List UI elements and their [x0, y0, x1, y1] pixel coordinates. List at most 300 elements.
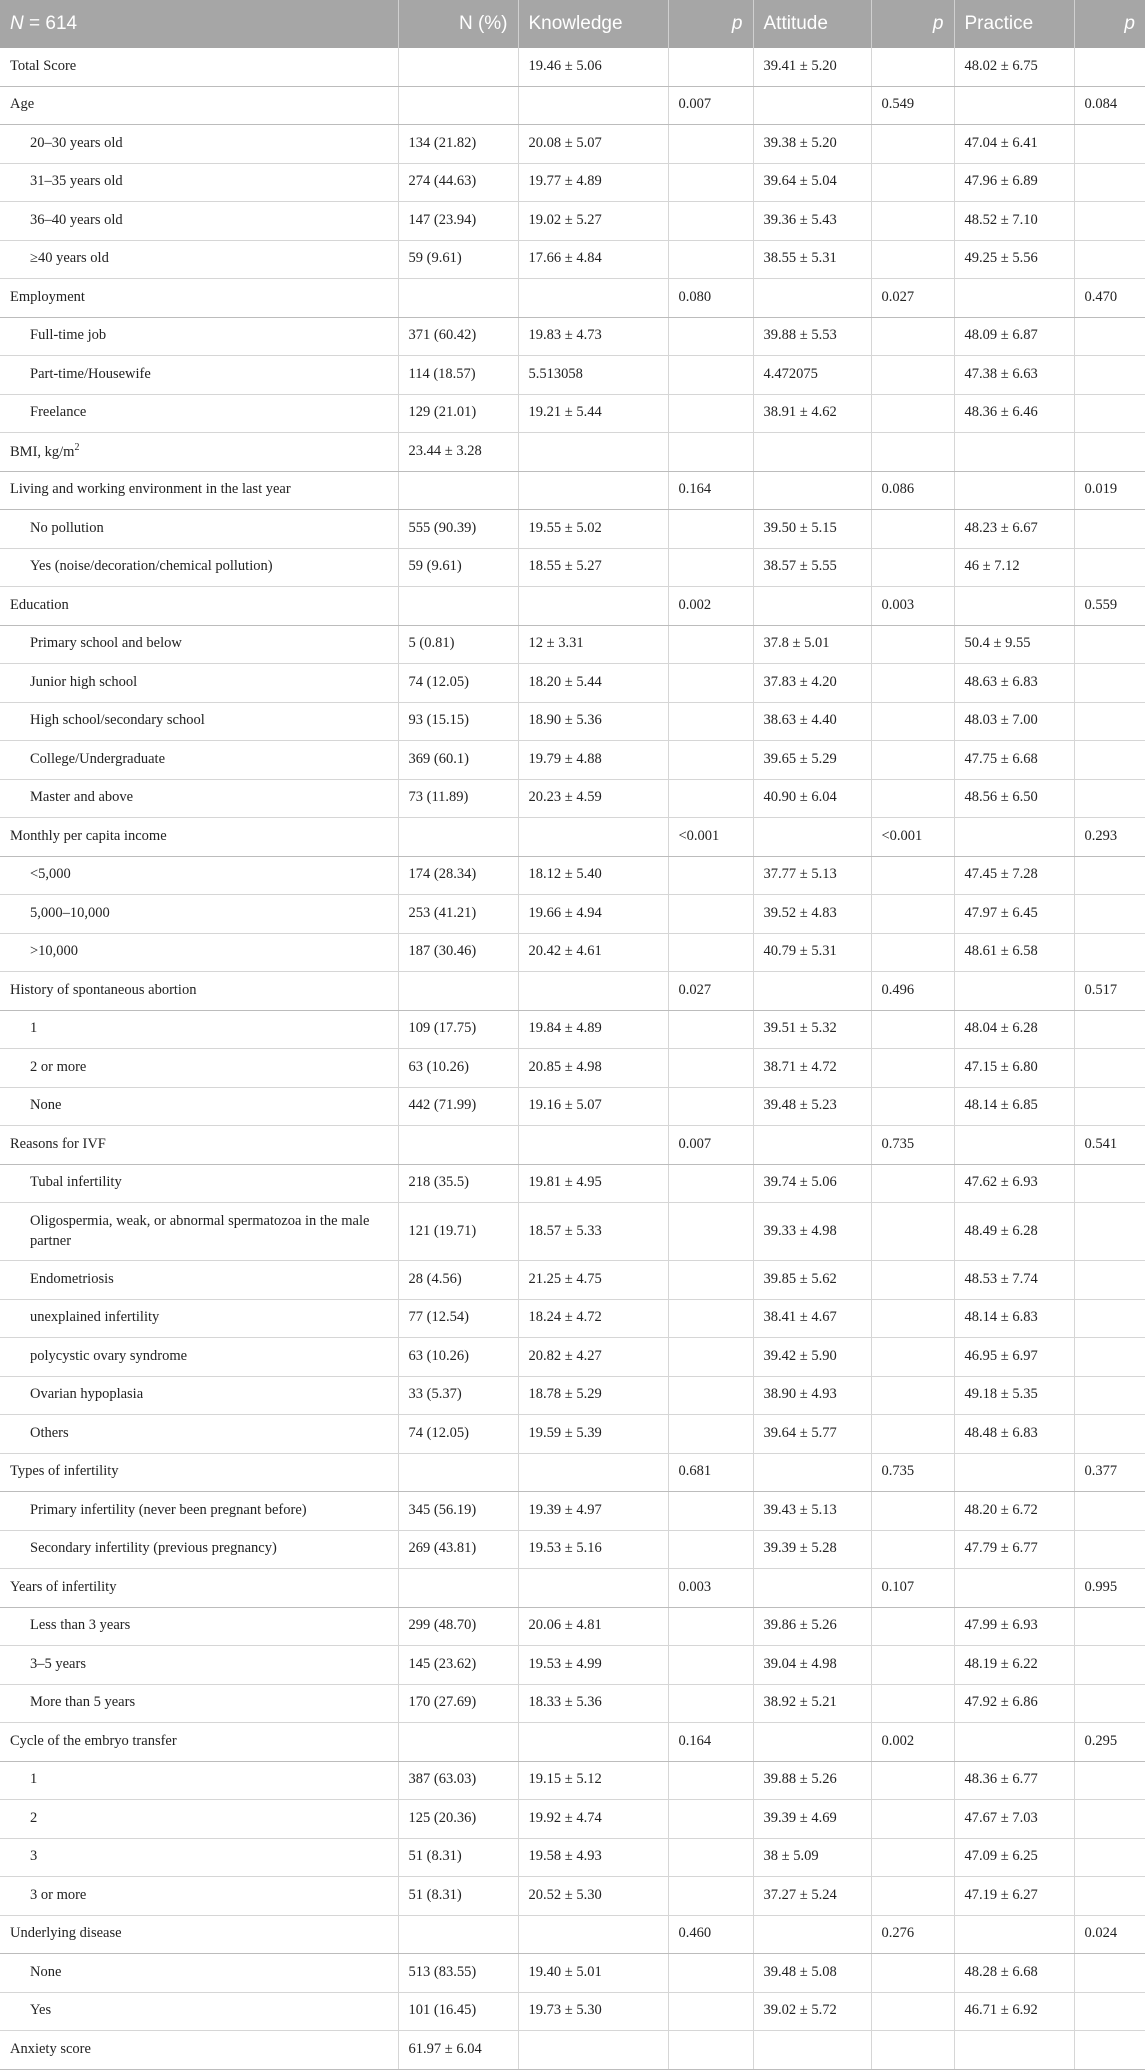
- cell-knowledge: 19.53 ± 4.99: [518, 1646, 668, 1685]
- cell-attitude-p: [871, 48, 954, 86]
- table-row: [0, 895, 1145, 934]
- cell-knowledge-p: [668, 1800, 753, 1839]
- cell-attitude-p: [871, 1684, 954, 1723]
- table-row: [0, 1530, 1145, 1569]
- cell-n-percent: 253 (41.21): [398, 895, 518, 934]
- cell-n-percent: 74 (12.05): [398, 664, 518, 703]
- cell-practice-p: [1074, 1607, 1145, 1646]
- cell-attitude-p: [871, 1530, 954, 1569]
- cell-attitude: 39.42 ± 5.90: [753, 1338, 871, 1377]
- cell-knowledge-p: [668, 510, 753, 549]
- row-label: 2: [0, 1800, 398, 1839]
- table-row: [0, 1010, 1145, 1049]
- cell-knowledge-p: [668, 163, 753, 202]
- header-row: [0, 0, 1145, 48]
- cell-practice-p: [1074, 433, 1145, 472]
- cell-practice-p: 0.084: [1074, 86, 1145, 125]
- cell-practice-p: [1074, 1492, 1145, 1531]
- cell-practice: [954, 2031, 1074, 2070]
- cell-practice-p: 0.995: [1074, 1569, 1145, 1608]
- cell-practice-p: 0.470: [1074, 279, 1145, 318]
- table-row: [0, 1492, 1145, 1531]
- header-attitude: Attitude: [753, 0, 871, 48]
- cell-practice: [954, 471, 1074, 510]
- cell-knowledge: 20.23 ± 4.59: [518, 779, 668, 818]
- row-label: Total Score: [0, 48, 398, 86]
- cell-practice: 48.52 ± 7.10: [954, 202, 1074, 241]
- cell-knowledge-p: [668, 1338, 753, 1377]
- cell-attitude: 39.52 ± 4.83: [753, 895, 871, 934]
- cell-knowledge-p: [668, 1954, 753, 1993]
- cell-attitude: 39.48 ± 5.08: [753, 1954, 871, 1993]
- row-label: 20–30 years old: [0, 125, 398, 164]
- cell-attitude: 37.83 ± 4.20: [753, 664, 871, 703]
- cell-knowledge-p: [668, 1761, 753, 1800]
- cell-n-percent: 555 (90.39): [398, 510, 518, 549]
- cell-knowledge-p: [668, 2031, 753, 2070]
- row-label: ≥40 years old: [0, 240, 398, 279]
- cell-n-percent: 218 (35.5): [398, 1164, 518, 1203]
- row-label: Age: [0, 86, 398, 125]
- row-label: Full-time job: [0, 317, 398, 356]
- cell-knowledge-p: 0.007: [668, 86, 753, 125]
- cell-attitude: 40.90 ± 6.04: [753, 779, 871, 818]
- cell-attitude-p: [871, 895, 954, 934]
- cell-practice-p: 0.019: [1074, 471, 1145, 510]
- cell-knowledge: 20.52 ± 5.30: [518, 1877, 668, 1916]
- cell-knowledge: 19.16 ± 5.07: [518, 1087, 668, 1126]
- cell-attitude-p: 0.496: [871, 972, 954, 1011]
- cell-attitude-p: 0.107: [871, 1569, 954, 1608]
- row-label: Yes (noise/decoration/chemical pollution): [0, 548, 398, 587]
- cell-practice: 48.23 ± 6.67: [954, 510, 1074, 549]
- cell-attitude: 4.472075: [753, 356, 871, 395]
- cell-knowledge-p: [668, 1415, 753, 1454]
- cell-attitude-p: [871, 510, 954, 549]
- table-row: [0, 356, 1145, 395]
- cell-knowledge-p: [668, 240, 753, 279]
- cell-attitude-p: [871, 1087, 954, 1126]
- cell-practice-p: 0.517: [1074, 972, 1145, 1011]
- table-row: [0, 1877, 1145, 1916]
- table-body: [0, 48, 1145, 2069]
- cell-knowledge: 20.82 ± 4.27: [518, 1338, 668, 1377]
- cell-practice-p: [1074, 1376, 1145, 1415]
- cell-n-percent: 513 (83.55): [398, 1954, 518, 1993]
- cell-knowledge: [518, 2031, 668, 2070]
- cell-n-percent: 77 (12.54): [398, 1299, 518, 1338]
- table-row: [0, 1838, 1145, 1877]
- cell-attitude-p: [871, 1992, 954, 2031]
- cell-attitude: 39.39 ± 5.28: [753, 1530, 871, 1569]
- cell-knowledge: 19.46 ± 5.06: [518, 48, 668, 86]
- cell-attitude-p: [871, 433, 954, 472]
- cell-n-percent: 28 (4.56): [398, 1261, 518, 1300]
- cell-knowledge: [518, 279, 668, 318]
- table-row: [0, 1338, 1145, 1377]
- row-label: 5,000–10,000: [0, 895, 398, 934]
- header-attitude-p: p: [871, 0, 954, 48]
- row-label-text: BMI, kg/m: [10, 443, 75, 460]
- cell-n-percent: 129 (21.01): [398, 394, 518, 433]
- cell-knowledge-p: [668, 548, 753, 587]
- cell-practice: [954, 1915, 1074, 1954]
- table-row: [0, 1203, 1145, 1261]
- cell-knowledge: 12 ± 3.31: [518, 625, 668, 664]
- row-label: 3: [0, 1838, 398, 1877]
- table-row: [0, 664, 1145, 703]
- cell-n-percent: 147 (23.94): [398, 202, 518, 241]
- cell-attitude-p: [871, 317, 954, 356]
- cell-attitude: 39.64 ± 5.77: [753, 1415, 871, 1454]
- cell-n-percent: 63 (10.26): [398, 1338, 518, 1377]
- cell-n-percent: 134 (21.82): [398, 125, 518, 164]
- cell-practice-p: [1074, 356, 1145, 395]
- cell-knowledge: [518, 471, 668, 510]
- header-practice-p: p: [1074, 0, 1145, 48]
- cell-attitude-p: 0.002: [871, 1723, 954, 1762]
- cell-practice-p: [1074, 1684, 1145, 1723]
- cell-knowledge-p: [668, 1087, 753, 1126]
- cell-practice: 48.19 ± 6.22: [954, 1646, 1074, 1685]
- cell-attitude-p: [871, 2031, 954, 2070]
- cell-practice-p: [1074, 510, 1145, 549]
- row-label: 36–40 years old: [0, 202, 398, 241]
- cell-knowledge: 19.84 ± 4.89: [518, 1010, 668, 1049]
- row-label: 1: [0, 1010, 398, 1049]
- cell-n-percent: 73 (11.89): [398, 779, 518, 818]
- row-label: None: [0, 1087, 398, 1126]
- cell-practice: 47.67 ± 7.03: [954, 1800, 1074, 1839]
- table-row: [0, 933, 1145, 972]
- table-row: [0, 548, 1145, 587]
- row-label: Secondary infertility (previous pregnancy): [0, 1530, 398, 1569]
- table-row: [0, 317, 1145, 356]
- cell-knowledge-p: [668, 779, 753, 818]
- table-row: [0, 1954, 1145, 1993]
- cell-attitude-p: [871, 856, 954, 895]
- cell-attitude: [753, 1126, 871, 1165]
- row-label: Part-time/Housewife: [0, 356, 398, 395]
- cell-knowledge: [518, 1453, 668, 1492]
- cell-practice: 46 ± 7.12: [954, 548, 1074, 587]
- row-label: Cycle of the embryo transfer: [0, 1723, 398, 1762]
- cell-knowledge-p: [668, 356, 753, 395]
- cell-knowledge-p: [668, 1877, 753, 1916]
- table-row: [0, 1646, 1145, 1685]
- cell-knowledge: [518, 1915, 668, 1954]
- table-row: [0, 1915, 1145, 1954]
- table-header: [0, 0, 1145, 48]
- cell-knowledge-p: [668, 1049, 753, 1088]
- cell-practice-p: [1074, 163, 1145, 202]
- row-label: Primary infertility (never been pregnant before): [0, 1492, 398, 1531]
- cell-attitude-p: 0.003: [871, 587, 954, 626]
- row-label: Types of infertility: [0, 1453, 398, 1492]
- cell-knowledge: [518, 1723, 668, 1762]
- cell-n-percent: [398, 1126, 518, 1165]
- cell-knowledge-p: [668, 394, 753, 433]
- cell-knowledge-p: [668, 1838, 753, 1877]
- cell-knowledge-p: [668, 933, 753, 972]
- row-label: Tubal infertility: [0, 1164, 398, 1203]
- table-row: [0, 202, 1145, 241]
- cell-knowledge: [518, 972, 668, 1011]
- cell-practice: 47.04 ± 6.41: [954, 125, 1074, 164]
- cell-practice-p: [1074, 702, 1145, 741]
- cell-knowledge-p: [668, 48, 753, 86]
- cell-knowledge: [518, 86, 668, 125]
- cell-attitude-p: [871, 664, 954, 703]
- cell-attitude: 38.92 ± 5.21: [753, 1684, 871, 1723]
- cell-attitude-p: [871, 1761, 954, 1800]
- cell-attitude-p: [871, 240, 954, 279]
- cell-practice: 48.09 ± 6.87: [954, 317, 1074, 356]
- cell-attitude-p: 0.276: [871, 1915, 954, 1954]
- cell-knowledge-p: [668, 702, 753, 741]
- row-label: College/Undergraduate: [0, 741, 398, 780]
- cell-attitude-p: [871, 356, 954, 395]
- cell-knowledge-p: [668, 1376, 753, 1415]
- table-row: [0, 433, 1145, 472]
- row-label: Monthly per capita income: [0, 818, 398, 857]
- cell-knowledge: 19.55 ± 5.02: [518, 510, 668, 549]
- table-row: [0, 1087, 1145, 1126]
- row-label: 3 or more: [0, 1877, 398, 1916]
- cell-practice: 48.36 ± 6.46: [954, 394, 1074, 433]
- row-label: Yes: [0, 1992, 398, 2031]
- cell-practice-p: [1074, 48, 1145, 86]
- cell-attitude: 38 ± 5.09: [753, 1838, 871, 1877]
- table-row: [0, 279, 1145, 318]
- cell-attitude-p: [871, 1261, 954, 1300]
- cell-practice-p: 0.559: [1074, 587, 1145, 626]
- cell-knowledge: 19.15 ± 5.12: [518, 1761, 668, 1800]
- cell-practice: 47.38 ± 6.63: [954, 356, 1074, 395]
- table-row: [0, 1261, 1145, 1300]
- cell-knowledge: 19.66 ± 4.94: [518, 895, 668, 934]
- table-row: [0, 972, 1145, 1011]
- cell-attitude: 39.65 ± 5.29: [753, 741, 871, 780]
- cell-attitude: 39.51 ± 5.32: [753, 1010, 871, 1049]
- row-label: polycystic ovary syndrome: [0, 1338, 398, 1377]
- cell-n-percent: [398, 48, 518, 86]
- row-label: Junior high school: [0, 664, 398, 703]
- cell-practice: 48.02 ± 6.75: [954, 48, 1074, 86]
- row-label: History of spontaneous abortion: [0, 972, 398, 1011]
- cell-practice-p: [1074, 1800, 1145, 1839]
- row-label: Freelance: [0, 394, 398, 433]
- superscript: 2: [74, 442, 80, 454]
- cell-attitude: [753, 2031, 871, 2070]
- cell-practice-p: [1074, 125, 1145, 164]
- cell-practice: 48.04 ± 6.28: [954, 1010, 1074, 1049]
- cell-practice-p: 0.295: [1074, 1723, 1145, 1762]
- row-label: [0, 433, 398, 472]
- cell-knowledge: [518, 1126, 668, 1165]
- cell-practice: 47.62 ± 6.93: [954, 1164, 1074, 1203]
- header-practice: Practice: [954, 0, 1074, 48]
- cell-attitude: 39.43 ± 5.13: [753, 1492, 871, 1531]
- table-row: [0, 625, 1145, 664]
- header-knowledge: Knowledge: [518, 0, 668, 48]
- table-row: [0, 1299, 1145, 1338]
- cell-knowledge: [518, 818, 668, 857]
- cell-practice-p: [1074, 1299, 1145, 1338]
- cell-n-percent: [398, 1723, 518, 1762]
- cell-n-percent: [398, 972, 518, 1011]
- cell-knowledge: 18.24 ± 4.72: [518, 1299, 668, 1338]
- table-row: [0, 1415, 1145, 1454]
- cell-knowledge: [518, 433, 668, 472]
- cell-attitude-p: [871, 1646, 954, 1685]
- cell-knowledge: 19.02 ± 5.27: [518, 202, 668, 241]
- cell-knowledge: 19.53 ± 5.16: [518, 1530, 668, 1569]
- cell-knowledge-p: 0.681: [668, 1453, 753, 1492]
- cell-practice: 48.28 ± 6.68: [954, 1954, 1074, 1993]
- cell-knowledge: [518, 1569, 668, 1608]
- cell-attitude: 39.64 ± 5.04: [753, 163, 871, 202]
- cell-practice: 47.97 ± 6.45: [954, 895, 1074, 934]
- cell-n-percent: 299 (48.70): [398, 1607, 518, 1646]
- cell-attitude: [753, 1453, 871, 1492]
- cell-knowledge: 19.59 ± 5.39: [518, 1415, 668, 1454]
- cell-practice-p: [1074, 1261, 1145, 1300]
- cell-practice-p: [1074, 1761, 1145, 1800]
- cell-practice-p: [1074, 895, 1145, 934]
- cell-attitude: 39.50 ± 5.15: [753, 510, 871, 549]
- cell-knowledge: 20.06 ± 4.81: [518, 1607, 668, 1646]
- cell-knowledge-p: [668, 433, 753, 472]
- cell-attitude-p: [871, 1607, 954, 1646]
- cell-practice: 48.56 ± 6.50: [954, 779, 1074, 818]
- cell-n-percent: 170 (27.69): [398, 1684, 518, 1723]
- cell-attitude: 39.41 ± 5.20: [753, 48, 871, 86]
- cell-knowledge-p: 0.080: [668, 279, 753, 318]
- cell-attitude: 38.55 ± 5.31: [753, 240, 871, 279]
- cell-practice: 47.96 ± 6.89: [954, 163, 1074, 202]
- cell-n-percent: 63 (10.26): [398, 1049, 518, 1088]
- cell-practice: 48.36 ± 6.77: [954, 1761, 1074, 1800]
- row-label: Ovarian hypoplasia: [0, 1376, 398, 1415]
- cell-n-percent: [398, 1569, 518, 1608]
- cell-practice-p: [1074, 664, 1145, 703]
- cell-practice: 49.18 ± 5.35: [954, 1376, 1074, 1415]
- cell-knowledge-p: [668, 1607, 753, 1646]
- cell-knowledge-p: [668, 317, 753, 356]
- cell-attitude-p: [871, 394, 954, 433]
- cell-knowledge-p: 0.002: [668, 587, 753, 626]
- cell-n-percent: 442 (71.99): [398, 1087, 518, 1126]
- cell-knowledge: 21.25 ± 4.75: [518, 1261, 668, 1300]
- cell-knowledge-p: [668, 1684, 753, 1723]
- cell-n-percent: 51 (8.31): [398, 1838, 518, 1877]
- cell-attitude: 39.88 ± 5.53: [753, 317, 871, 356]
- table-row: [0, 394, 1145, 433]
- cell-attitude-p: [871, 1877, 954, 1916]
- cell-practice-p: [1074, 1338, 1145, 1377]
- cell-attitude: 38.57 ± 5.55: [753, 548, 871, 587]
- cell-knowledge-p: [668, 1530, 753, 1569]
- cell-n-percent: 125 (20.36): [398, 1800, 518, 1839]
- cell-knowledge-p: [668, 625, 753, 664]
- cell-practice-p: 0.024: [1074, 1915, 1145, 1954]
- cell-knowledge: 19.83 ± 4.73: [518, 317, 668, 356]
- cell-knowledge: 18.57 ± 5.33: [518, 1203, 668, 1261]
- table-row: [0, 779, 1145, 818]
- table-row: [0, 240, 1145, 279]
- row-label: unexplained infertility: [0, 1299, 398, 1338]
- cell-attitude: 39.33 ± 4.98: [753, 1203, 871, 1261]
- cell-practice-p: [1074, 317, 1145, 356]
- cell-knowledge: 19.92 ± 4.74: [518, 1800, 668, 1839]
- row-label: Endometriosis: [0, 1261, 398, 1300]
- cell-n-percent: 59 (9.61): [398, 240, 518, 279]
- row-label: Less than 3 years: [0, 1607, 398, 1646]
- cell-practice: 48.53 ± 7.74: [954, 1261, 1074, 1300]
- row-label: Anxiety score: [0, 2031, 398, 2070]
- cell-knowledge: 19.39 ± 4.97: [518, 1492, 668, 1531]
- cell-practice: [954, 818, 1074, 857]
- cell-attitude-p: [871, 163, 954, 202]
- row-label: High school/secondary school: [0, 702, 398, 741]
- table-row: [0, 1761, 1145, 1800]
- cell-attitude-p: [871, 1415, 954, 1454]
- cell-attitude: 37.77 ± 5.13: [753, 856, 871, 895]
- cell-attitude: [753, 587, 871, 626]
- cell-practice: [954, 1569, 1074, 1608]
- cell-n-percent: [398, 1915, 518, 1954]
- table-row: [0, 1992, 1145, 2031]
- cell-attitude: 38.91 ± 4.62: [753, 394, 871, 433]
- cell-practice-p: 0.541: [1074, 1126, 1145, 1165]
- cell-attitude-p: [871, 1954, 954, 1993]
- header-n-percent: N (%): [398, 0, 518, 48]
- cell-knowledge: 19.73 ± 5.30: [518, 1992, 668, 2031]
- cell-knowledge-p: [668, 1010, 753, 1049]
- cell-knowledge: 18.55 ± 5.27: [518, 548, 668, 587]
- cell-practice: 48.14 ± 6.85: [954, 1087, 1074, 1126]
- row-label: 1: [0, 1761, 398, 1800]
- cell-knowledge-p: [668, 664, 753, 703]
- cell-attitude: 39.48 ± 5.23: [753, 1087, 871, 1126]
- table-row: [0, 1684, 1145, 1723]
- cell-attitude-p: [871, 1203, 954, 1261]
- cell-practice-p: 0.377: [1074, 1453, 1145, 1492]
- header-sample-size: N = 614: [0, 0, 398, 48]
- cell-attitude: 39.38 ± 5.20: [753, 125, 871, 164]
- cell-attitude-p: [871, 1376, 954, 1415]
- row-label: 2 or more: [0, 1049, 398, 1088]
- row-label: Reasons for IVF: [0, 1126, 398, 1165]
- cell-practice: 48.63 ± 6.83: [954, 664, 1074, 703]
- cell-attitude-p: 0.549: [871, 86, 954, 125]
- table-row: [0, 1164, 1145, 1203]
- cell-knowledge-p: 0.460: [668, 1915, 753, 1954]
- cell-practice-p: [1074, 1203, 1145, 1261]
- row-label: Primary school and below: [0, 625, 398, 664]
- cell-n-percent: 369 (60.1): [398, 741, 518, 780]
- table-row: [0, 856, 1145, 895]
- cell-attitude: [753, 471, 871, 510]
- cell-knowledge-p: [668, 202, 753, 241]
- cell-practice: 47.79 ± 6.77: [954, 1530, 1074, 1569]
- cell-knowledge-p: [668, 1992, 753, 2031]
- cell-practice-p: [1074, 1164, 1145, 1203]
- cell-practice-p: [1074, 1992, 1145, 2031]
- cell-n-percent: [398, 279, 518, 318]
- cell-attitude: [753, 433, 871, 472]
